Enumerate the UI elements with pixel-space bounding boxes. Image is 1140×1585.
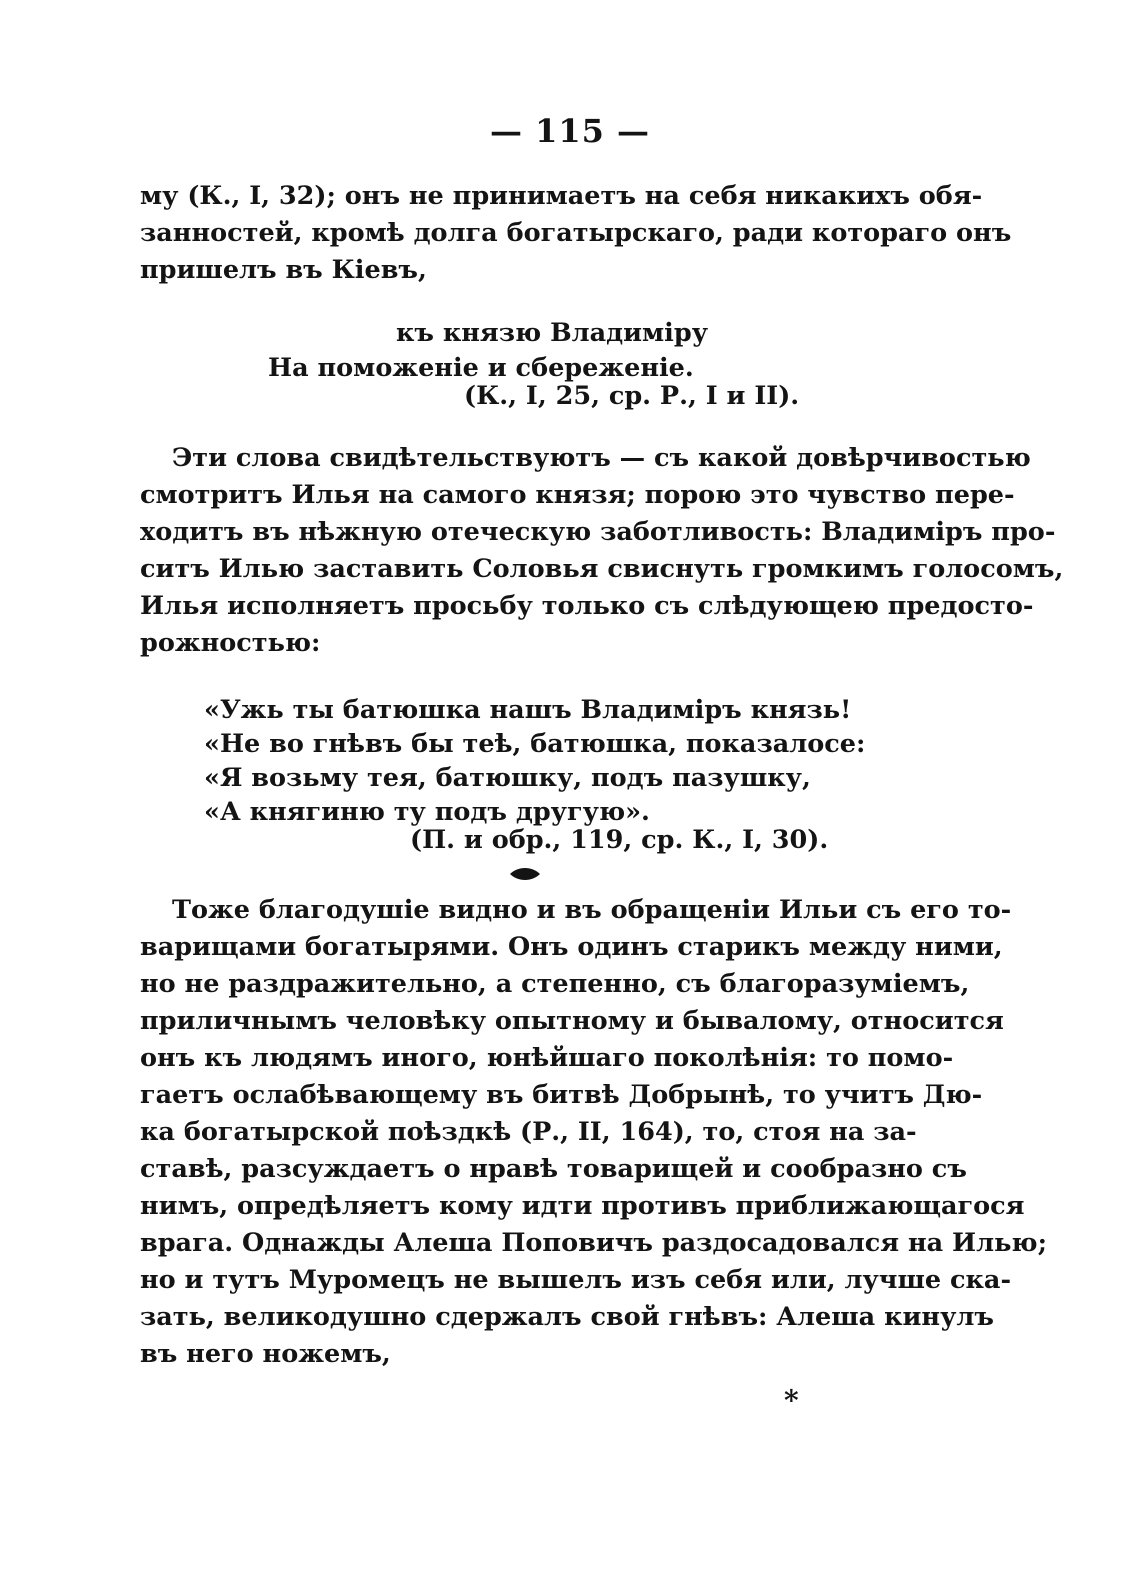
verse-citation: (П. и обр., 119, ср. К., I, 30). (410, 825, 829, 855)
paragraph-line: рожностью: (140, 628, 321, 658)
paragraph-line: пришелъ въ Кіевъ, (140, 255, 427, 285)
paragraph-line: му (К., I, 32); онъ не принимаетъ на себя никакихъ обя- (140, 181, 983, 211)
paragraph-line: ставѣ, разсуждаетъ о нравѣ товарищей и сообразно съ (140, 1154, 967, 1184)
verse-line: «Я возьму тея, батюшку, подъ пазушку, (204, 763, 811, 793)
page-number: — 115 — (489, 112, 651, 150)
verse-citation: (К., I, 25, ср. Р., I и II). (464, 381, 800, 411)
paragraph-line: гаетъ ослабѣвающему въ битвѣ Добрынѣ, то учитъ Дю- (140, 1080, 983, 1110)
paragraph-line: смотритъ Илья на самого князя; порою это чувство пере- (140, 480, 1015, 510)
paragraph-line: ситъ Илью заставить Соловья свиснуть громкимъ голосомъ, (140, 554, 1064, 584)
paragraph-line: занностей, кромѣ долга богатырскаго, ради котораго онъ (140, 218, 1012, 248)
paragraph-line: но не раздражительно, а степенно, съ благоразуміемъ, (140, 969, 970, 999)
paragraph-line: онъ къ людямъ иного, юнѣйшаго поколѣнія: то помо- (140, 1043, 954, 1073)
paragraph-line: ка богатырской поѣздкѣ (Р., II, 164), то, стоя на за- (140, 1117, 917, 1147)
ornament-icon (508, 866, 542, 882)
paragraph-line: Тоже благодушіе видно и въ обращеніи Ильи съ его то- (172, 895, 1012, 925)
paragraph-line: врага. Однажды Алеша Поповичъ раздосадовался на Илью; (140, 1228, 1047, 1258)
paragraph-line: Илья исполняетъ просьбу только съ слѣдующею предосто- (140, 591, 1034, 621)
paragraph-1 (140, 178, 1012, 289)
verse-line: «Ужь ты батюшка нашъ Владиміръ князь! (204, 695, 852, 725)
paragraph-2 (140, 440, 1064, 662)
verse-line: На поможеніе и сбереженіе. (268, 353, 694, 383)
paragraph-line: нимъ, опредѣляетъ кому идти противъ приближающагося (140, 1191, 1025, 1221)
verse-line: къ князю Владиміру (396, 318, 709, 348)
verse-line: «Не во гнѣвъ бы теѣ, батюшка, показалосе: (204, 729, 866, 759)
paragraph-3 (140, 892, 1047, 1373)
paragraph-line: зать, великодушно сдержалъ свой гнѣвъ: Алеша кинулъ (140, 1302, 994, 1332)
footer-mark: * (784, 1384, 799, 1417)
paragraph-line: Эти слова свидѣтельствуютъ — съ какой довѣрчивостью (172, 443, 1031, 473)
paragraph-line: варищами богатырями. Онъ одинъ старикъ между ними, (140, 932, 1003, 962)
paragraph-line: въ него ножемъ, (140, 1339, 391, 1369)
paragraph-line: но и тутъ Муромецъ не вышелъ изъ себя или, лучше ска- (140, 1265, 1012, 1295)
paragraph-line: приличнымъ человѣку опытному и бывалому, относится (140, 1006, 1004, 1036)
verse-line: «А княгиню ту подъ другую». (204, 797, 650, 827)
paragraph-line: ходитъ въ нѣжную отеческую заботливость: Владиміръ про- (140, 517, 1056, 547)
